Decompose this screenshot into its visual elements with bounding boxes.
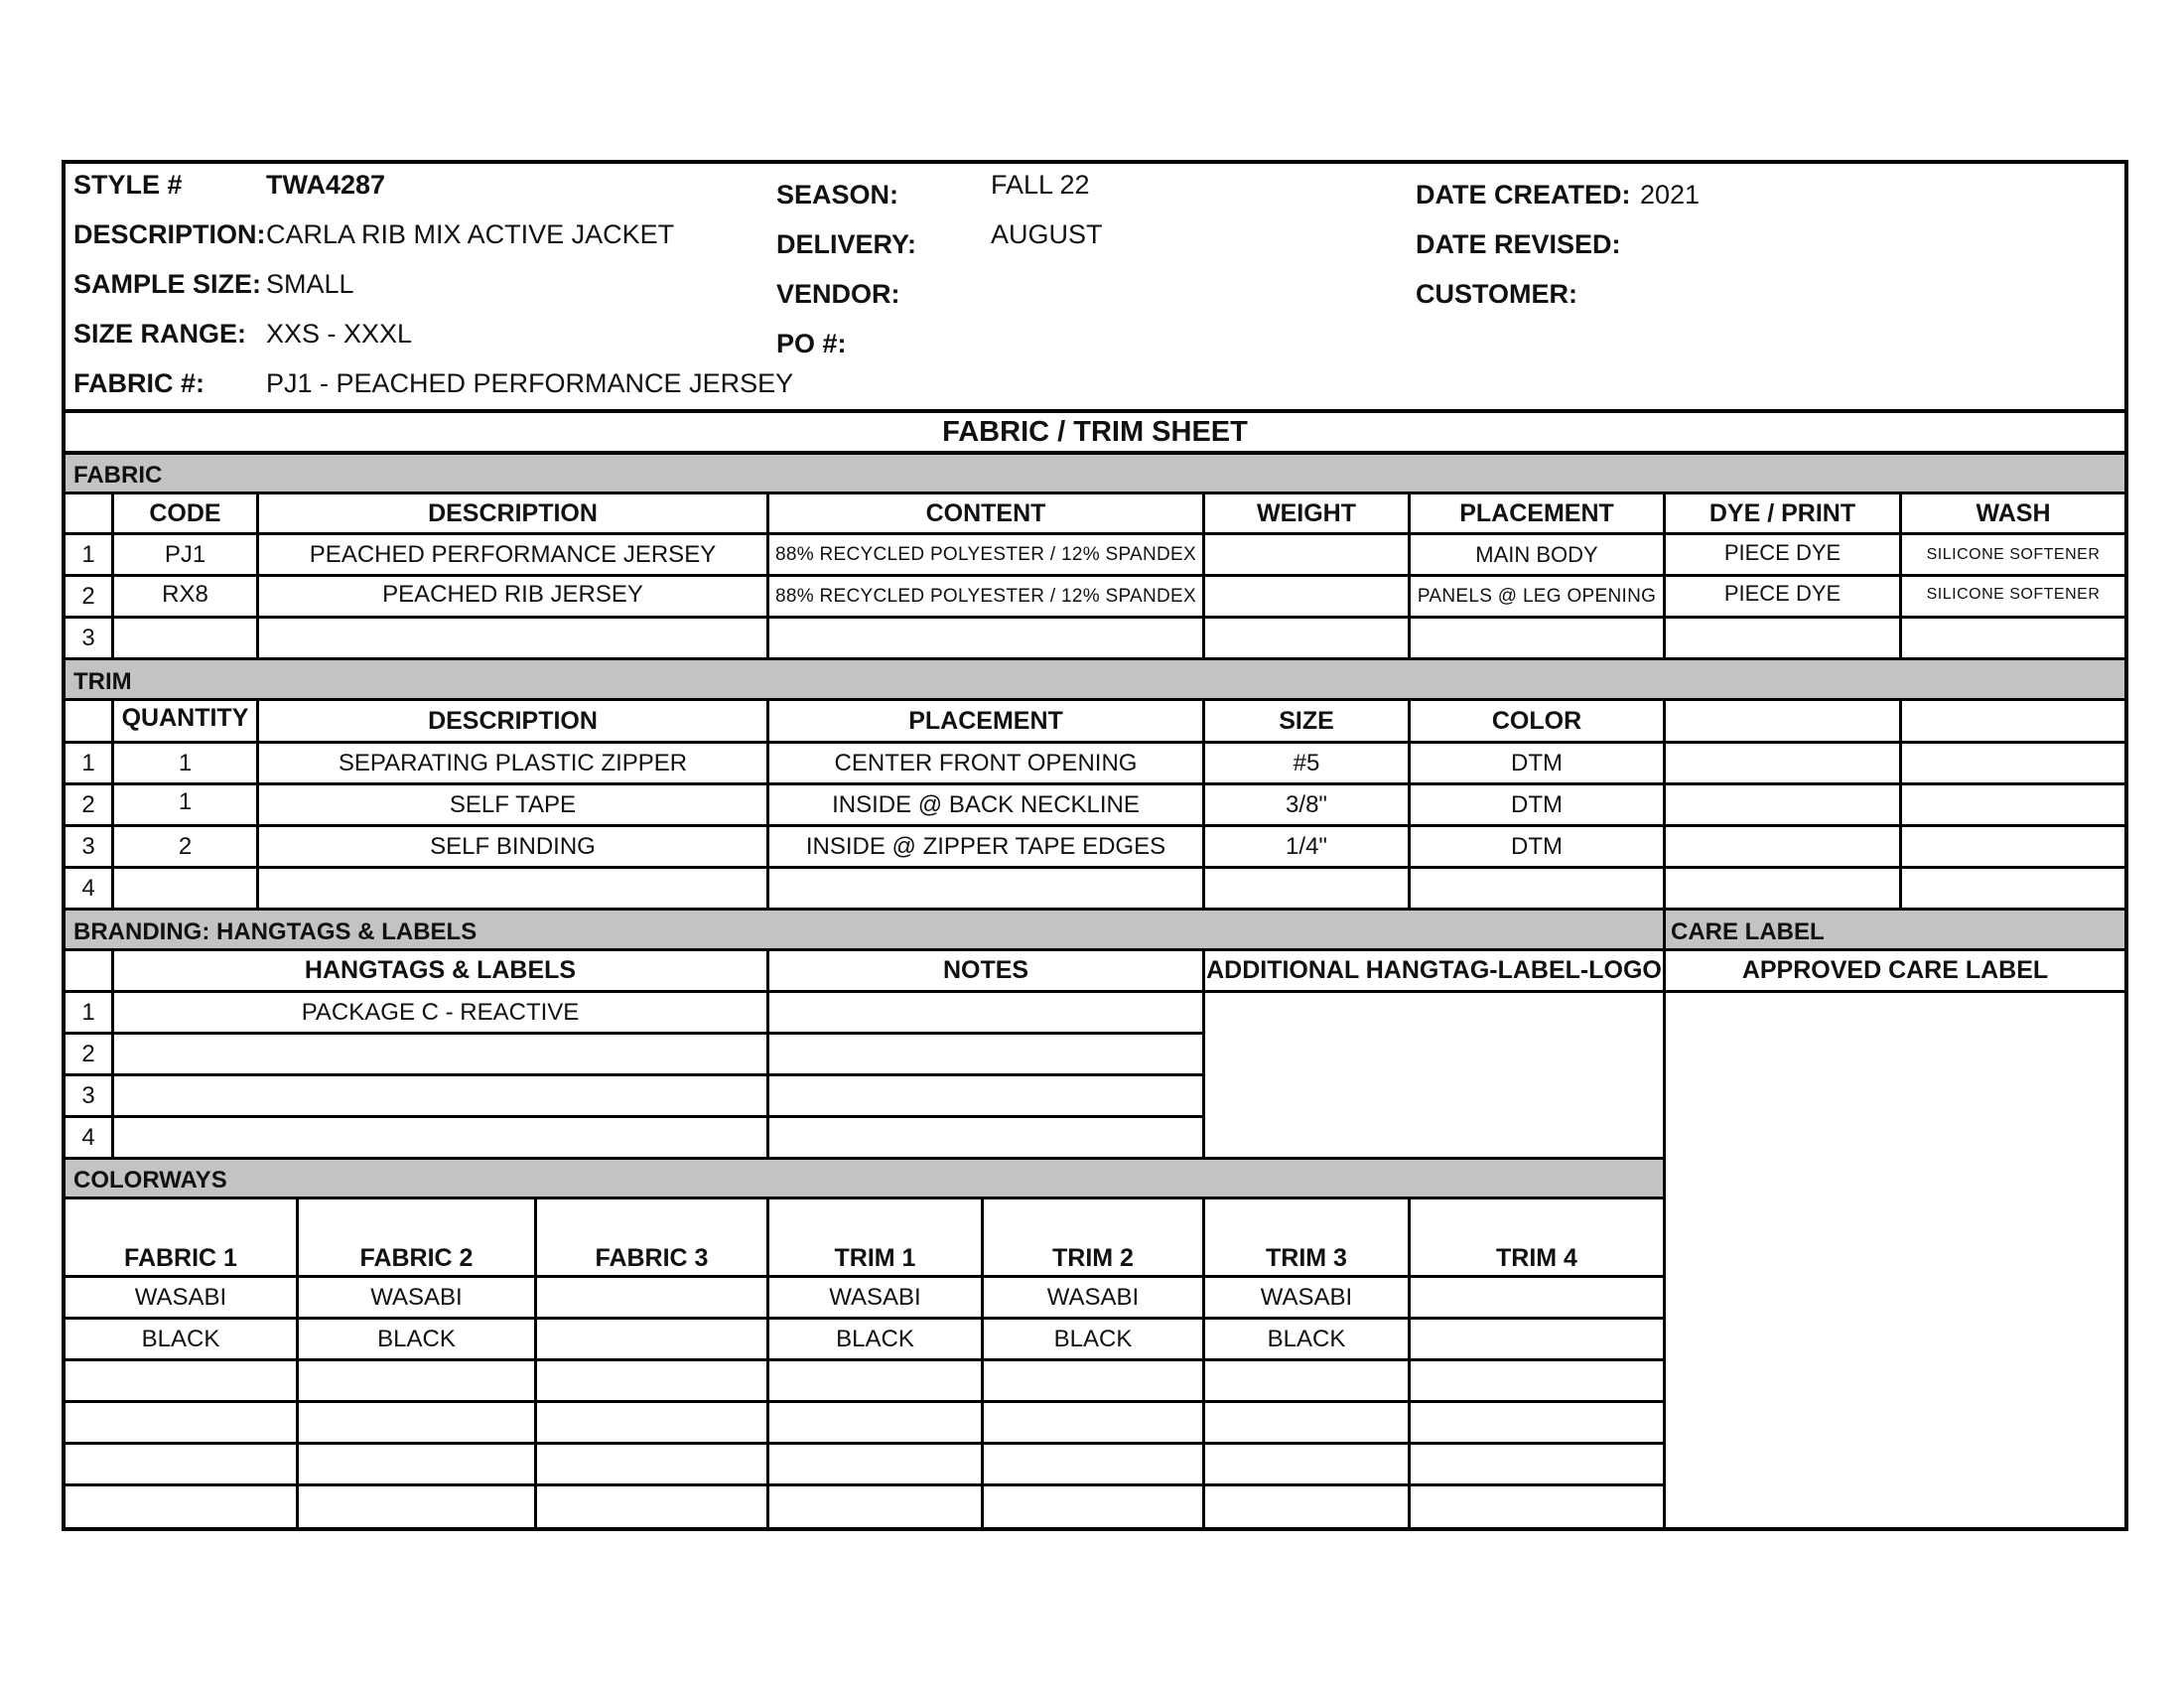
- fabric-wash: SILICONE SOFTENER: [1926, 586, 2101, 603]
- trim-description: SELF BINDING: [430, 832, 596, 860]
- delivery-label: DELIVERY:: [776, 229, 917, 259]
- branding-section-label: BRANDING: HANGTAGS & LABELS: [73, 918, 478, 945]
- row-number: 2: [81, 1040, 95, 1067]
- care-col-approved: APPROVED CARE LABEL: [1741, 956, 2049, 984]
- fabric-trim-sheet: [62, 160, 2128, 1531]
- po-label: PO #:: [776, 329, 847, 358]
- trim-size: 1/4": [1286, 832, 1327, 860]
- trim-col-quantity: QUANTITY: [121, 703, 249, 732]
- fabric-description: PEACHED RIB JERSEY: [382, 581, 643, 608]
- trim-col-placement: PLACEMENT: [908, 706, 1063, 735]
- fabric-code: PJ1: [164, 540, 206, 568]
- sheet-title: FABRIC / TRIM SHEET: [942, 416, 1248, 448]
- colorway-cell: WASABI: [370, 1283, 463, 1311]
- colorway-cell: BLACK: [141, 1325, 220, 1352]
- row-number: 1: [81, 540, 95, 568]
- description-value: CARLA RIB MIX ACTIVE JACKET: [266, 219, 675, 249]
- fabric-col-weight: WEIGHT: [1257, 498, 1356, 527]
- trim-quantity: 1: [178, 788, 193, 815]
- fabric-placement: PANELS @ LEG OPENING: [1417, 585, 1657, 607]
- care-label-section-label: CARE LABEL: [1671, 918, 1825, 945]
- fabric-col-content: CONTENT: [925, 498, 1046, 527]
- fabric-code: RX8: [162, 581, 208, 608]
- row-number: 4: [81, 1123, 95, 1151]
- fabric-col-code: CODE: [149, 498, 221, 527]
- colorway-cell: WASABI: [829, 1283, 921, 1311]
- trim-quantity: 1: [178, 749, 193, 776]
- colorway-cell: BLACK: [1053, 1325, 1133, 1352]
- description-label: DESCRIPTION:: [73, 219, 266, 249]
- colorway-col-trim-2: TRIM 2: [1052, 1243, 1134, 1272]
- date-revised-label: DATE REVISED:: [1416, 229, 1621, 259]
- trim-color: DTM: [1511, 832, 1563, 860]
- fabric-col-wash: WASH: [1976, 498, 2051, 527]
- fabric-number-value: PJ1 - PEACHED PERFORMANCE JERSEY: [266, 368, 794, 398]
- colorway-cell: WASABI: [1046, 1283, 1140, 1311]
- row-number: 4: [81, 874, 95, 902]
- colorways-section-band: [66, 1160, 1663, 1196]
- colorway-col-fabric-1: FABRIC 1: [124, 1243, 237, 1272]
- trim-description: SEPARATING PLASTIC ZIPPER: [338, 749, 688, 776]
- branding-col-additional: ADDITIONAL HANGTAG-LABEL-LOGO: [1206, 956, 1662, 984]
- trim-description: SELF TAPE: [449, 790, 577, 818]
- hangtag-label: PACKAGE C - REACTIVE: [301, 998, 580, 1026]
- fabric-col-description: DESCRIPTION: [428, 498, 598, 527]
- colorway-col-trim-4: TRIM 4: [1496, 1243, 1577, 1272]
- trim-col-size: SIZE: [1279, 706, 1334, 735]
- colorway-col-trim-3: TRIM 3: [1266, 1243, 1347, 1272]
- trim-size: 3/8": [1286, 790, 1327, 818]
- trim-col-color: COLOR: [1491, 706, 1582, 735]
- trim-quantity: 2: [178, 832, 193, 860]
- row-number: 2: [81, 582, 95, 610]
- fabric-content: 88% RECYCLED POLYESTER / 12% SPANDEX: [774, 543, 1197, 565]
- vendor-label: VENDOR:: [776, 279, 900, 309]
- fabric-description: PEACHED PERFORMANCE JERSEY: [309, 540, 717, 568]
- style-label: STYLE #: [73, 170, 183, 200]
- trim-section-label: TRIM: [73, 668, 132, 695]
- colorways-section-label: COLORWAYS: [73, 1167, 227, 1194]
- branding-col-notes: NOTES: [942, 956, 1029, 984]
- sample-size-value: SMALL: [266, 269, 354, 299]
- row-number: 2: [81, 790, 95, 818]
- customer-label: CUSTOMER:: [1416, 279, 1578, 309]
- size-range-value: XXS - XXXL: [266, 319, 413, 349]
- fabric-placement: MAIN BODY: [1475, 541, 1598, 567]
- fabric-col-placement: PLACEMENT: [1459, 498, 1614, 527]
- delivery-value: AUGUST: [991, 219, 1103, 249]
- sample-size-label: SAMPLE SIZE:: [73, 269, 262, 299]
- row-number: 3: [81, 832, 95, 860]
- row-number: 1: [81, 749, 95, 776]
- style-value: TWA4287: [266, 170, 386, 200]
- trim-section-band: [66, 660, 2124, 698]
- row-number: 1: [81, 998, 95, 1026]
- fabric-section-label: FABRIC: [73, 462, 163, 489]
- colorway-col-fabric-3: FABRIC 3: [595, 1243, 709, 1272]
- trim-color: DTM: [1511, 749, 1563, 776]
- trim-color: DTM: [1511, 790, 1563, 818]
- fabric-section-band: [66, 455, 2124, 492]
- fabric-wash: SILICONE SOFTENER: [1926, 545, 2101, 563]
- colorway-cell: BLACK: [377, 1325, 456, 1352]
- size-range-label: SIZE RANGE:: [73, 319, 247, 349]
- colorway-col-trim-1: TRIM 1: [834, 1243, 916, 1272]
- trim-size: #5: [1293, 749, 1320, 776]
- colorway-col-fabric-2: FABRIC 2: [359, 1243, 474, 1272]
- branding-col-hangtags: HANGTAGS & LABELS: [304, 956, 577, 984]
- trim-placement: CENTER FRONT OPENING: [834, 749, 1138, 776]
- fabric-content: 88% RECYCLED POLYESTER / 12% SPANDEX: [774, 585, 1197, 607]
- colorway-cell: BLACK: [836, 1325, 914, 1352]
- colorway-cell: WASABI: [134, 1283, 227, 1311]
- fabric-dye-print: PIECE DYE: [1723, 539, 1842, 565]
- date-created-label: DATE CREATED:: [1416, 180, 1631, 210]
- trim-placement: INSIDE @ BACK NECKLINE: [832, 790, 1140, 818]
- fabric-dye-print: PIECE DYE: [1723, 581, 1842, 606]
- fabric-weight: [1205, 577, 1408, 616]
- fabric-number-label: FABRIC #:: [73, 368, 205, 398]
- row-number: 3: [81, 624, 95, 651]
- season-label: SEASON:: [776, 180, 899, 210]
- fabric-weight: [1205, 535, 1408, 574]
- date-created-value: 2021: [1640, 180, 1701, 210]
- trim-placement: INSIDE @ ZIPPER TAPE EDGES: [805, 832, 1166, 860]
- row-number: 3: [81, 1081, 95, 1109]
- trim-col-description: DESCRIPTION: [428, 706, 598, 735]
- colorway-cell: BLACK: [1267, 1325, 1346, 1352]
- colorway-cell: WASABI: [1260, 1283, 1353, 1311]
- fabric-col-dye-print: DYE / PRINT: [1708, 498, 1856, 527]
- season-value: FALL 22: [991, 170, 1090, 200]
